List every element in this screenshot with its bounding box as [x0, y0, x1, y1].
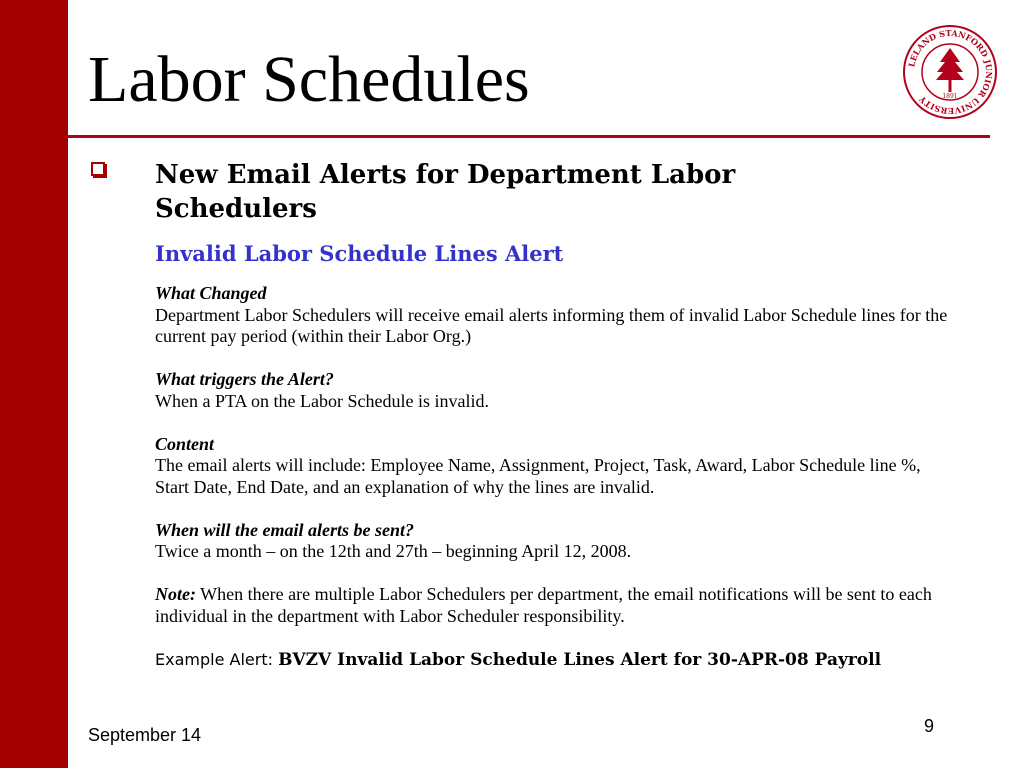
alert-subheading: Invalid Labor Schedule Lines Alert	[155, 241, 564, 266]
section-text: The email alerts will include: Employee Name, Assignment, Project, Task, Award, Labor Schedule line %, Start Date, End Date, and an explanation of why the lines are invalid.	[155, 455, 921, 497]
section-label: When will the email alerts be sent?	[155, 519, 415, 540]
section-text: Department Labor Schedulers will receive email alerts informing them of invalid Labor Schedule lines for the current pay period (within their Labor Org.)	[155, 304, 948, 346]
seal-outer-text: LELAND STANFORD JUNIOR UNIVERSITY	[906, 27, 995, 117]
section-label: What Changed	[155, 283, 267, 303]
slide-title: Labor Schedules	[88, 43, 530, 116]
section-label: What triggers the Alert?	[155, 369, 334, 389]
page-number: 9	[924, 716, 935, 736]
left-accent-bar	[0, 0, 68, 768]
note-paragraph	[155, 584, 955, 627]
seal-year: 1891	[942, 93, 958, 100]
section-text: Twice a month – on the 12th and 27th – beginning April 12, 2008.	[155, 541, 632, 561]
note-text: When there are multiple Labor Schedulers per department, the email notifications will be sent to each individual in the department with Labor Scheduler responsibility.	[155, 584, 932, 626]
footer-date: September 14	[88, 725, 202, 745]
example-alert	[155, 649, 955, 672]
section-what-triggers	[155, 369, 955, 412]
title-divider	[68, 135, 990, 138]
example-value: BVZV Invalid Labor Schedule Lines Alert for 30-APR-08 Payroll	[278, 649, 882, 670]
section-label: Content	[155, 433, 215, 454]
example-label: Example Alert:	[155, 649, 279, 669]
section-text: When a PTA on the Labor Schedule is invalid.	[155, 390, 489, 411]
stanford-seal-logo	[902, 24, 998, 120]
checkbox-bullet-icon	[91, 162, 105, 176]
section-what-changed	[155, 283, 955, 348]
section-content	[155, 434, 955, 499]
note-label: Note:	[155, 584, 196, 604]
section-heading: New Email Alerts for Department Labor Schedulers	[155, 160, 736, 224]
section-when-sent	[155, 520, 955, 563]
slide-body	[155, 283, 955, 693]
